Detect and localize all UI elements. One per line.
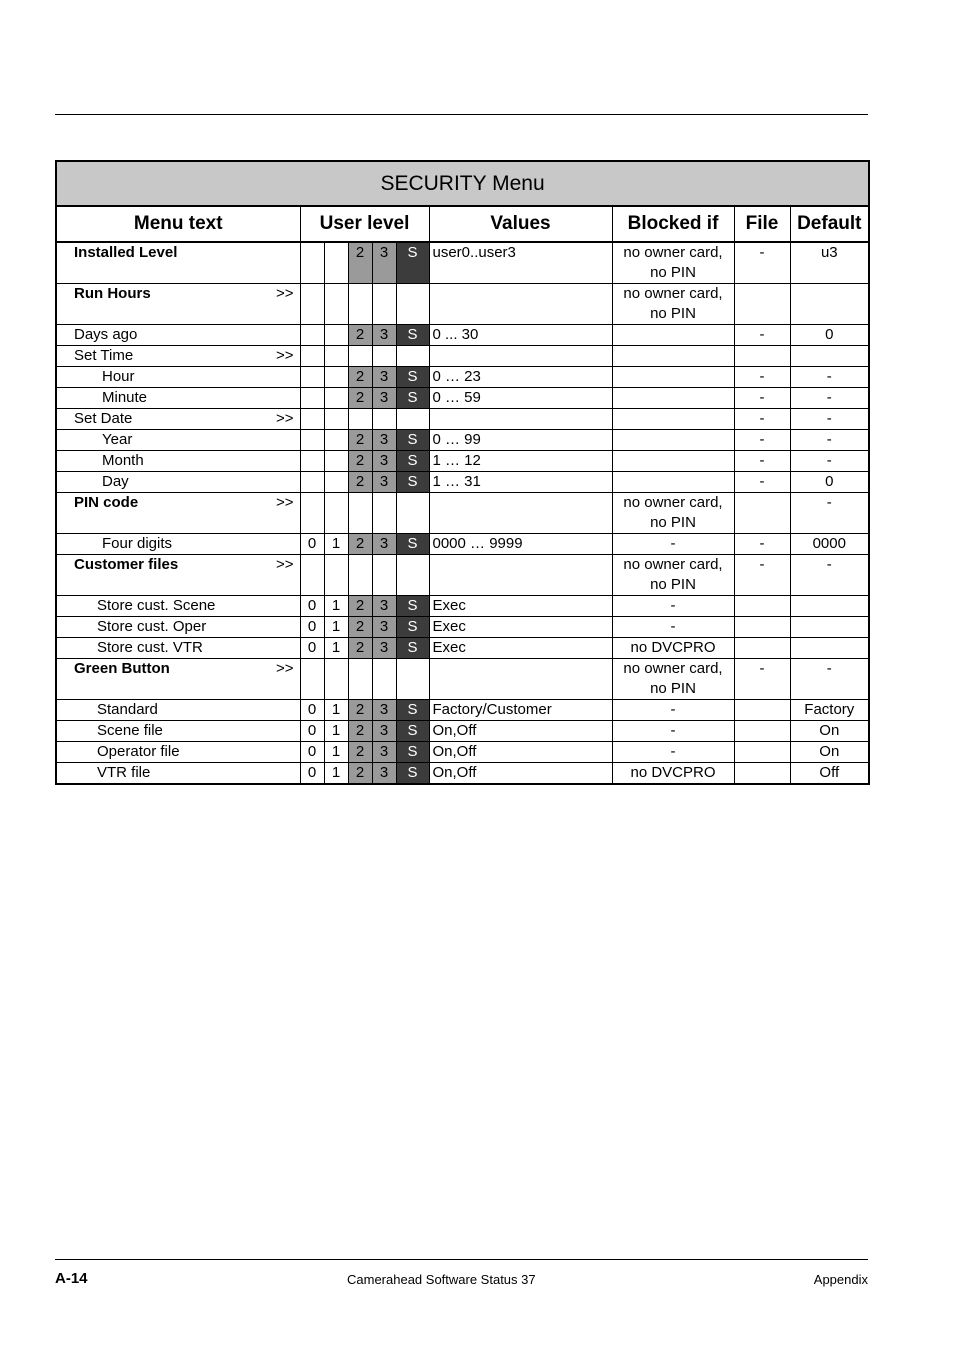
user-level-cell — [396, 493, 429, 534]
user-level-cell — [372, 409, 396, 430]
menu-text-cell — [56, 721, 300, 742]
user-level-cell — [324, 325, 348, 346]
user-level-cell: S — [396, 242, 429, 284]
user-level-cell — [324, 346, 348, 367]
user-level-cell — [324, 430, 348, 451]
values-cell: Exec — [429, 596, 612, 617]
user-level-cell: 1 — [324, 638, 348, 659]
user-level-cell: 2 — [348, 451, 372, 472]
values-cell: Exec — [429, 638, 612, 659]
default-cell: Factory — [790, 700, 869, 721]
user-level-cell: 1 — [324, 721, 348, 742]
user-level-cell — [300, 325, 324, 346]
user-level-cell: 0 — [300, 763, 324, 785]
user-level-cell: 2 — [348, 388, 372, 409]
menu-item-label: Hour — [102, 368, 135, 385]
user-level-cell — [372, 493, 396, 534]
menu-item-label: VTR file — [97, 764, 151, 781]
table-row — [56, 534, 869, 555]
menu-text-cell — [56, 346, 300, 367]
user-level-cell — [324, 555, 348, 596]
blocked-if-cell — [612, 451, 734, 472]
file-cell: - — [734, 451, 790, 472]
blocked-if-line: - — [670, 743, 676, 760]
blocked-if-cell — [612, 721, 734, 742]
menu-text-cell — [56, 534, 300, 555]
values-cell — [429, 493, 612, 534]
menu-text-cell — [56, 638, 300, 659]
blocked-if-line: - — [670, 535, 676, 552]
user-level-cell — [324, 284, 348, 325]
user-level-cell — [324, 367, 348, 388]
file-cell: - — [734, 367, 790, 388]
menu-item-label: Year — [102, 431, 133, 448]
user-level-cell: 1 — [324, 742, 348, 763]
menu-text-cell — [56, 388, 300, 409]
user-level-cell: S — [396, 721, 429, 742]
file-cell: - — [734, 430, 790, 451]
table-row — [56, 346, 869, 367]
menu-item-label: Standard — [97, 701, 158, 718]
user-level-cell: 2 — [348, 742, 372, 763]
blocked-if-line — [613, 325, 734, 345]
user-level-cell — [396, 409, 429, 430]
table-row — [56, 493, 869, 534]
menu-text-cell — [56, 742, 300, 763]
values-cell: 0 … 99 — [429, 430, 612, 451]
values-cell: 0 ... 30 — [429, 325, 612, 346]
blocked-if-line: no PIN — [650, 514, 696, 531]
values-cell: 0 … 59 — [429, 388, 612, 409]
header-row — [56, 206, 869, 242]
user-level-cell: S — [396, 534, 429, 555]
table-row — [56, 638, 869, 659]
user-level-cell: 0 — [300, 721, 324, 742]
menu-text-cell — [56, 617, 300, 638]
file-cell — [734, 346, 790, 367]
user-level-cell: 1 — [324, 596, 348, 617]
user-level-cell: 3 — [372, 367, 396, 388]
header-user-level: User level — [300, 206, 429, 242]
default-cell: - — [790, 430, 869, 451]
values-cell: user0..user3 — [429, 242, 612, 284]
menu-text-cell — [56, 700, 300, 721]
header-file: File — [734, 206, 790, 242]
menu-text-cell — [56, 659, 300, 700]
table-row — [56, 451, 869, 472]
user-level-cell: 3 — [372, 325, 396, 346]
blocked-if-line: - — [670, 722, 676, 739]
table-row — [56, 284, 869, 325]
file-cell — [734, 700, 790, 721]
menu-title: SECURITY Menu — [56, 161, 869, 206]
default-cell — [790, 596, 869, 617]
page-number: A-14 — [55, 1270, 88, 1287]
submenu-arrow: >> — [275, 660, 294, 677]
table-row — [56, 763, 869, 785]
user-level-cell: S — [396, 325, 429, 346]
file-cell: - — [734, 409, 790, 430]
blocked-if-line — [613, 346, 734, 366]
user-level-cell: S — [396, 742, 429, 763]
default-cell: 0 — [790, 325, 869, 346]
file-cell: - — [734, 534, 790, 555]
user-level-cell: S — [396, 763, 429, 785]
blocked-if-cell — [612, 346, 734, 367]
user-level-cell: 1 — [324, 534, 348, 555]
blocked-if-line: - — [670, 597, 676, 614]
user-level-cell: S — [396, 451, 429, 472]
blocked-if-cell — [612, 763, 734, 785]
values-cell — [429, 409, 612, 430]
default-cell: 0 — [790, 472, 869, 493]
menu-item-label: Operator file — [97, 743, 180, 760]
user-level-cell: 1 — [324, 763, 348, 785]
user-level-cell — [372, 284, 396, 325]
blocked-if-cell — [612, 367, 734, 388]
blocked-if-cell — [612, 430, 734, 451]
menu-text-cell — [56, 555, 300, 596]
user-level-cell — [348, 409, 372, 430]
user-level-cell — [300, 451, 324, 472]
default-cell: 0000 — [790, 534, 869, 555]
default-cell — [790, 617, 869, 638]
user-level-cell: 3 — [372, 742, 396, 763]
user-level-cell — [300, 659, 324, 700]
user-level-cell: 3 — [372, 451, 396, 472]
user-level-cell: 2 — [348, 617, 372, 638]
file-cell — [734, 617, 790, 638]
blocked-if-cell — [612, 534, 734, 555]
default-cell: - — [790, 367, 869, 388]
table-row — [56, 617, 869, 638]
user-level-cell — [348, 493, 372, 534]
user-level-cell: 2 — [348, 534, 372, 555]
table-row — [56, 555, 869, 596]
user-level-cell — [372, 659, 396, 700]
values-cell — [429, 659, 612, 700]
blocked-if-cell — [612, 409, 734, 430]
user-level-cell: S — [396, 367, 429, 388]
submenu-arrow: >> — [275, 410, 294, 427]
user-level-cell — [372, 555, 396, 596]
blocked-if-line: no DVCPRO — [630, 639, 716, 656]
table-row — [56, 659, 869, 700]
security-menu-table — [55, 160, 870, 785]
user-level-cell — [300, 367, 324, 388]
menu-text-cell — [56, 325, 300, 346]
default-cell: - — [790, 409, 869, 430]
table-row — [56, 325, 869, 346]
menu-text-cell — [56, 430, 300, 451]
user-level-cell: 3 — [372, 638, 396, 659]
file-cell — [734, 284, 790, 325]
file-cell — [734, 596, 790, 617]
blocked-if-cell — [612, 493, 734, 534]
file-cell: - — [734, 472, 790, 493]
table-row — [56, 430, 869, 451]
user-level-cell: 3 — [372, 534, 396, 555]
menu-text-cell — [56, 596, 300, 617]
menu-text-cell — [56, 284, 300, 325]
blocked-if-line — [613, 430, 734, 450]
blocked-if-line — [613, 451, 734, 471]
menu-item-label: PIN code — [74, 494, 139, 511]
table-row — [56, 721, 869, 742]
section-name: Appendix — [813, 1272, 868, 1287]
menu-item-label: Store cust. VTR — [97, 639, 203, 656]
file-cell: - — [734, 388, 790, 409]
submenu-arrow: >> — [275, 556, 294, 573]
submenu-arrow: >> — [275, 347, 294, 364]
submenu-arrow: >> — [275, 285, 294, 302]
user-level-cell: 2 — [348, 325, 372, 346]
user-level-cell: S — [396, 596, 429, 617]
user-level-cell — [324, 493, 348, 534]
document-title: Camerahead Software Status 37 — [347, 1272, 536, 1287]
menu-text-cell — [56, 242, 300, 284]
top-rule — [55, 114, 868, 115]
menu-item-label: Run Hours — [74, 285, 151, 302]
blocked-if-cell — [612, 742, 734, 763]
blocked-if-line: no DVCPRO — [630, 764, 716, 781]
menu-item-label: Month — [102, 452, 144, 469]
blocked-if-line: no PIN — [650, 680, 696, 697]
table-row — [56, 388, 869, 409]
table-row — [56, 742, 869, 763]
user-level-cell — [396, 346, 429, 367]
blocked-if-cell — [612, 242, 734, 284]
menu-text-cell — [56, 763, 300, 785]
default-cell — [790, 346, 869, 367]
user-level-cell: 2 — [348, 700, 372, 721]
table-body — [56, 242, 869, 784]
blocked-if-line — [613, 367, 734, 387]
user-level-cell: 3 — [372, 430, 396, 451]
user-level-cell: 2 — [348, 367, 372, 388]
blocked-if-line: no owner card, — [623, 660, 723, 677]
blocked-if-line: no PIN — [650, 264, 696, 281]
table-row — [56, 700, 869, 721]
user-level-cell: 3 — [372, 472, 396, 493]
blocked-if-line: no PIN — [650, 305, 696, 322]
table-row — [56, 409, 869, 430]
user-level-cell: 3 — [372, 763, 396, 785]
user-level-cell: S — [396, 617, 429, 638]
user-level-cell: 0 — [300, 638, 324, 659]
blocked-if-cell — [612, 388, 734, 409]
blocked-if-line: no owner card, — [623, 285, 723, 302]
user-level-cell — [324, 409, 348, 430]
values-cell: 1 … 31 — [429, 472, 612, 493]
values-cell: 0000 … 9999 — [429, 534, 612, 555]
menu-item-label: Green Button — [74, 660, 170, 677]
file-cell — [734, 763, 790, 785]
table-row — [56, 367, 869, 388]
menu-item-label: Set Date — [74, 410, 133, 427]
user-level-cell — [348, 555, 372, 596]
menu-item-label: Days ago — [74, 326, 138, 343]
values-cell — [429, 555, 612, 596]
user-level-cell — [396, 284, 429, 325]
default-cell: - — [790, 555, 869, 596]
user-level-cell: 0 — [300, 617, 324, 638]
blocked-if-line — [613, 472, 734, 492]
blocked-if-line: - — [670, 618, 676, 635]
user-level-cell: 2 — [348, 638, 372, 659]
menu-item-label: Store cust. Scene — [97, 597, 216, 614]
default-cell: On — [790, 721, 869, 742]
bottom-rule — [55, 1259, 868, 1260]
blocked-if-cell — [612, 596, 734, 617]
user-level-cell — [348, 346, 372, 367]
header-values: Values — [429, 206, 612, 242]
user-level-cell: 0 — [300, 742, 324, 763]
menu-item-label: Set Time — [74, 347, 134, 364]
values-cell: Factory/Customer — [429, 700, 612, 721]
menu-item-label: Day — [102, 473, 129, 490]
values-cell: 1 … 12 — [429, 451, 612, 472]
file-cell — [734, 493, 790, 534]
blocked-if-cell — [612, 659, 734, 700]
user-level-cell: 3 — [372, 242, 396, 284]
default-cell — [790, 284, 869, 325]
user-level-cell: 3 — [372, 700, 396, 721]
user-level-cell: 3 — [372, 388, 396, 409]
file-cell: - — [734, 325, 790, 346]
user-level-cell: 2 — [348, 472, 372, 493]
user-level-cell — [300, 472, 324, 493]
blocked-if-cell — [612, 617, 734, 638]
user-level-cell: 2 — [348, 596, 372, 617]
default-cell — [790, 638, 869, 659]
user-level-cell — [300, 493, 324, 534]
default-cell: u3 — [790, 242, 869, 284]
user-level-cell: 0 — [300, 534, 324, 555]
blocked-if-line: no owner card, — [623, 556, 723, 573]
user-level-cell — [324, 659, 348, 700]
user-level-cell — [372, 346, 396, 367]
file-cell: - — [734, 555, 790, 596]
default-cell: On — [790, 742, 869, 763]
file-cell: - — [734, 659, 790, 700]
user-level-cell — [300, 430, 324, 451]
user-level-cell: S — [396, 472, 429, 493]
menu-item-label: Scene file — [97, 722, 163, 739]
user-level-cell — [396, 555, 429, 596]
default-cell: Off — [790, 763, 869, 785]
user-level-cell: 2 — [348, 430, 372, 451]
blocked-if-cell — [612, 325, 734, 346]
file-cell: - — [734, 242, 790, 284]
user-level-cell: 2 — [348, 763, 372, 785]
values-cell — [429, 346, 612, 367]
user-level-cell: S — [396, 430, 429, 451]
menu-item-label: Store cust. Oper — [97, 618, 207, 635]
blocked-if-cell — [612, 638, 734, 659]
user-level-cell: 0 — [300, 596, 324, 617]
blocked-if-line — [613, 409, 734, 429]
default-cell: - — [790, 493, 869, 534]
user-level-cell — [300, 284, 324, 325]
table-row — [56, 472, 869, 493]
blocked-if-line — [613, 388, 734, 408]
values-cell: 0 … 23 — [429, 367, 612, 388]
user-level-cell — [324, 472, 348, 493]
file-cell — [734, 638, 790, 659]
user-level-cell — [300, 346, 324, 367]
submenu-arrow: >> — [275, 494, 294, 511]
user-level-cell: 3 — [372, 617, 396, 638]
menu-item-label: Minute — [102, 389, 148, 406]
user-level-cell: 1 — [324, 617, 348, 638]
header-blocked-if: Blocked if — [612, 206, 734, 242]
user-level-cell: 1 — [324, 700, 348, 721]
user-level-cell — [300, 242, 324, 284]
user-level-cell: 0 — [300, 700, 324, 721]
blocked-if-cell — [612, 555, 734, 596]
user-level-cell — [348, 284, 372, 325]
default-cell: - — [790, 659, 869, 700]
blocked-if-line: no owner card, — [623, 494, 723, 511]
user-level-cell — [324, 242, 348, 284]
user-level-cell — [324, 388, 348, 409]
user-level-cell — [300, 409, 324, 430]
user-level-cell: S — [396, 388, 429, 409]
menu-text-cell — [56, 367, 300, 388]
blocked-if-line: - — [670, 701, 676, 718]
blocked-if-cell — [612, 472, 734, 493]
blocked-if-cell — [612, 284, 734, 325]
menu-text-cell — [56, 409, 300, 430]
user-level-cell: S — [396, 638, 429, 659]
user-level-cell: 3 — [372, 721, 396, 742]
blocked-if-line: no owner card, — [623, 244, 723, 261]
table-row — [56, 596, 869, 617]
file-cell — [734, 742, 790, 763]
menu-text-cell — [56, 493, 300, 534]
menu-text-cell — [56, 472, 300, 493]
default-cell: - — [790, 451, 869, 472]
user-level-cell: S — [396, 700, 429, 721]
blocked-if-cell — [612, 700, 734, 721]
menu-item-label: Four digits — [102, 535, 173, 552]
values-cell: On,Off — [429, 742, 612, 763]
header-menu-text: Menu text — [56, 206, 300, 242]
user-level-cell — [324, 451, 348, 472]
user-level-cell — [300, 388, 324, 409]
menu-text-cell — [56, 451, 300, 472]
values-cell: On,Off — [429, 763, 612, 785]
menu-item-label: Customer files — [74, 556, 179, 573]
values-cell: Exec — [429, 617, 612, 638]
user-level-cell — [348, 659, 372, 700]
blocked-if-line: no PIN — [650, 576, 696, 593]
user-level-cell — [300, 555, 324, 596]
menu-item-label: Installed Level — [74, 244, 178, 261]
default-cell: - — [790, 388, 869, 409]
user-level-cell — [396, 659, 429, 700]
file-cell — [734, 721, 790, 742]
header-default: Default — [790, 206, 869, 242]
user-level-cell: 2 — [348, 242, 372, 284]
values-cell: On,Off — [429, 721, 612, 742]
user-level-cell: 3 — [372, 596, 396, 617]
user-level-cell: 2 — [348, 721, 372, 742]
table-row — [56, 242, 869, 284]
values-cell — [429, 284, 612, 325]
